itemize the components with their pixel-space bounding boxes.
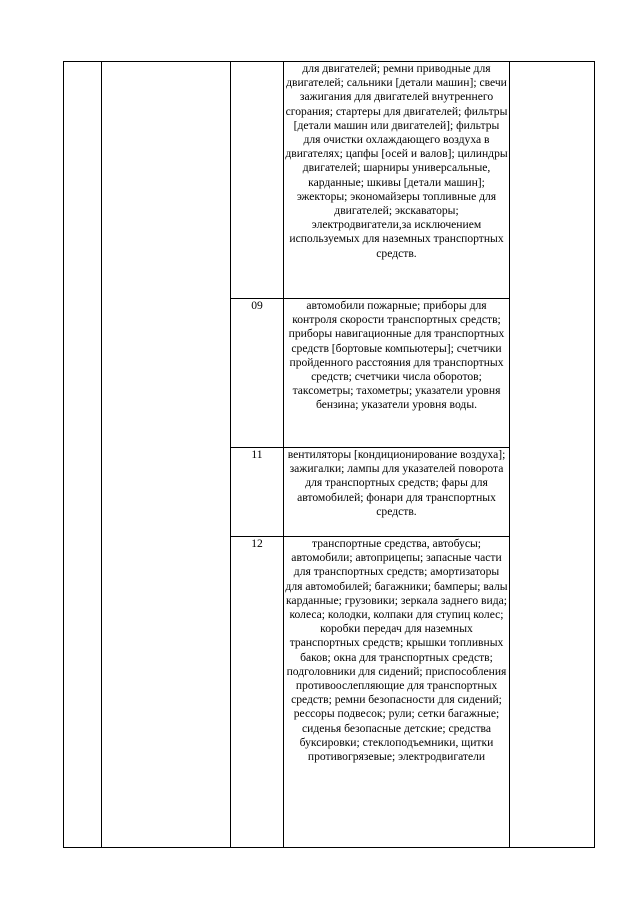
class-cell xyxy=(231,62,284,299)
goods-text: автомобили пожарные; приборы для контроля скорости транспортных средств; приборы навигационные для транспортных средств [бортовые компьютеры]; счетчики пройденного расстояния для транспортных средств; счетчики числа оборотов; таксометры; тахометры; указатели уровня бензина; указатели уровня воды. xyxy=(288,299,505,412)
goods-text: вентиляторы [кондиционирование воздуха]; зажигалки; лампы для указателей поворота для транспортных средств; фары для автомобилей; фонари для транспортных средств. xyxy=(287,448,506,518)
goods-cell xyxy=(284,62,510,299)
goods-text: для двигателей; ремни приводные для двигателей; сальники [детали машин]; свечи зажигания для двигателей внутреннего сгорания; стартеры для двигателей; фильтры [детали машин или двигателей]; фильтры для очистки охлаждающего воздуха в двигателях; цапфы [осей и валов]; цилиндры двигателей; шарниры универсальные, карданные; шкивы [детали машин]; эжекторы; экономайзеры топливные для двигателей; экскаваторы; электродвигатели,за исключением используемых для наземных транспортных средств. xyxy=(285,62,508,260)
goods-table xyxy=(63,61,595,848)
goods-cell xyxy=(284,448,510,537)
empty-cell-number xyxy=(64,62,102,848)
table-row xyxy=(64,62,595,299)
goods-text: транспортные средства, автобусы; автомобили; автоприцепы; запасные части для транспортных средств; амортизаторы для автомобилей; багажники; бамперы; валы карданные; грузовики; зеркала заднего вида; колеса; колодки, колпаки для ступиц колес; коробки передач для наземных транспортных средств; крышки топливных баков; окна для транспортных средств; подголовники для сидений; приспособления противоослепляющие для транспортных средств; ремни безопасности для сидений; рессоры подвесок; рули; сетки багажные; сиденья безопасные детские; средства буксировки; стеклоподъемники, щитки противогрязевые; электродвигатели xyxy=(285,537,508,764)
class-cell: 11 xyxy=(231,448,284,537)
empty-cell-notes xyxy=(510,62,595,848)
goods-cell xyxy=(284,299,510,448)
class-cell: 12 xyxy=(231,537,284,848)
class-cell: 09 xyxy=(231,299,284,448)
empty-cell-name xyxy=(102,62,231,848)
goods-cell xyxy=(284,537,510,848)
